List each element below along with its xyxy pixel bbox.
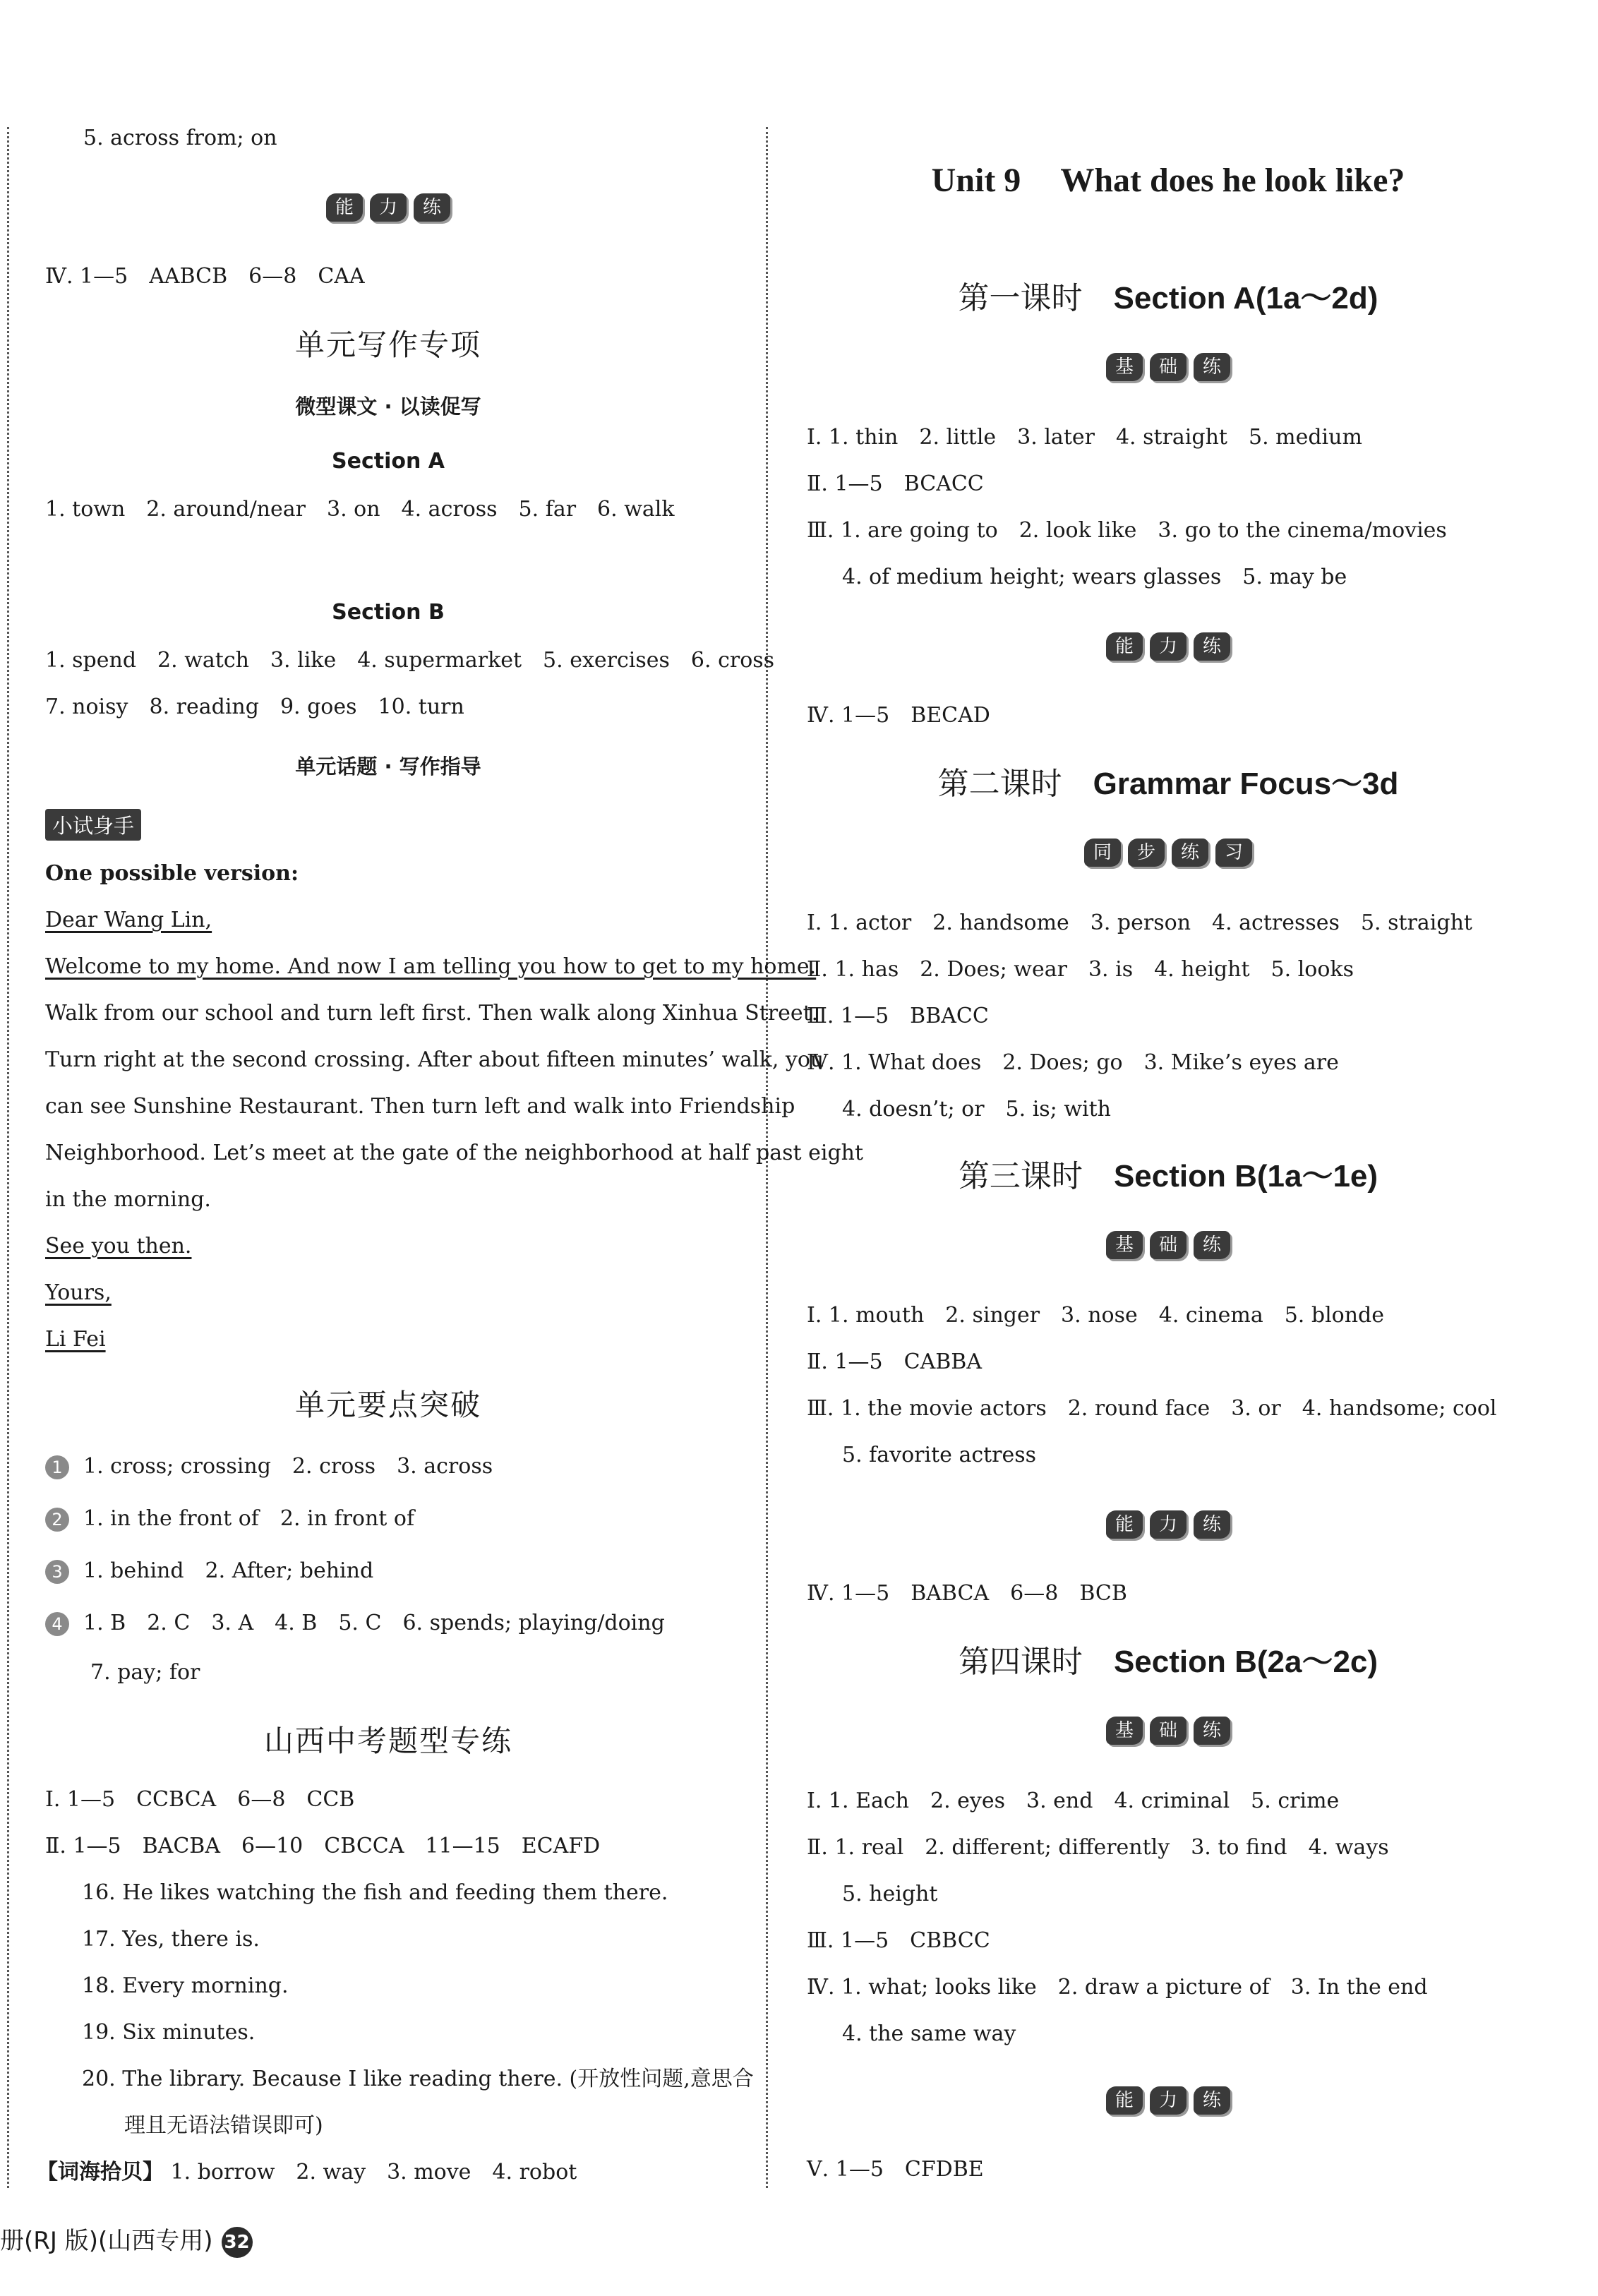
answer-line: 5. across from; on (83, 126, 277, 150)
answer-line: Ⅰ. 1. actor 2. handsome 3. person 4. actresses 5. straight (807, 910, 1472, 935)
essay-line: Walk from our school and turn left first. Then walk along Xinhua Street. (45, 1001, 819, 1026)
badge-char: 力 (1150, 632, 1187, 661)
badge-char: 础 (1150, 1231, 1187, 1259)
badge-char: 练 (1194, 1510, 1230, 1539)
badge-basic (794, 353, 1542, 381)
key-point-text: 1. in the front of 2. in front of (83, 1506, 415, 1531)
sub-heading: 单元话题 · 写作指导 (295, 755, 481, 779)
badge-ability (42, 193, 734, 222)
number-circle: 4 (45, 1612, 69, 1636)
lesson-en: Section B(2a～2c) (1113, 1645, 1378, 1679)
essay-line: Turn right at the second crossing. After about fifteen minutes’ walk, you (45, 1047, 824, 1072)
answer-line: 理且无语法错误即可) (124, 2113, 323, 2138)
answer-line: Ⅲ. 1. are going to 2. look like 3. go to the cinema/movies (807, 518, 1447, 543)
badge-char: 础 (1150, 1717, 1187, 1745)
page-number: 32 (222, 2227, 253, 2258)
lesson-heading (794, 758, 1542, 803)
number-circle: 2 (45, 1508, 69, 1532)
essay-line: Welcome to my home. And now I am telling you how to get to my home. (45, 954, 817, 979)
try-tag: 小试身手 (45, 809, 141, 841)
key-point-text: 1. cross; crossing 2. cross 3. across (83, 1454, 493, 1479)
answer-line: Ⅰ. 1. mouth 2. singer 3. nose 4. cinema 5. blonde (807, 1303, 1385, 1328)
badge-char: 能 (1106, 2086, 1143, 2115)
badge-char: 能 (1106, 1510, 1143, 1539)
badge-char: 练 (1194, 353, 1230, 381)
vocab-text: 1. borrow 2. way 3. move 4. robot (170, 2160, 577, 2184)
key-point-row (45, 1505, 414, 1533)
answer-line: 1. spend 2. watch 3. like 4. supermarket 5. exercises 6. cross (45, 648, 775, 673)
lesson-cn: 第四课时 (958, 1644, 1083, 1680)
answer-line: Ⅱ. 1—5 BACBA 6—10 CBCCA 11—15 ECAFD (45, 1834, 601, 1858)
answer-line: Ⅰ. 1—5 CCBCA 6—8 CCB (45, 1787, 355, 1812)
sub-heading: 微型课文 · 以读促写 (295, 395, 481, 419)
page-footer (0, 2221, 253, 2258)
answer-line: Ⅲ. 1. the movie actors 2. round face 3. or 4. handsome; cool (807, 1396, 1497, 1421)
answer-line: Ⅱ. 1. has 2. Does; wear 3. is 4. height 5. looks (807, 957, 1354, 982)
badge-char: 力 (1150, 1510, 1187, 1539)
lesson-en: Grammar Focus～3d (1093, 767, 1399, 801)
answer-line: 19. Six minutes. (82, 2020, 256, 2045)
answer-line: Ⅰ. 1. thin 2. little 3. later 4. straight 5. medium (807, 425, 1362, 450)
badge-ability (794, 632, 1542, 661)
badge-char: 基 (1106, 1231, 1143, 1259)
lesson-heading (794, 272, 1542, 318)
answer-line: Ⅳ. 1. What does 2. Does; go 3. Mike’s eyes are (807, 1050, 1339, 1075)
answer-line: 17. Yes, there is. (82, 1927, 260, 1952)
answer-line: Ⅳ. 1—5 BECAD (807, 703, 990, 728)
badge-char: 练 (1194, 2086, 1230, 2115)
badge-char: 基 (1106, 353, 1143, 381)
number-circle: 3 (45, 1560, 69, 1584)
essay-line: Neighborhood. Let’s meet at the gate of the neighborhood at half past eight (45, 1141, 864, 1165)
answer-line: 7. pay; for (90, 1660, 200, 1685)
badge-char: 能 (326, 193, 363, 222)
answer-line: 4. doesn’t; or 5. is; with (842, 1097, 1111, 1122)
badge-ability (794, 2086, 1542, 2115)
badge-ability (794, 1510, 1542, 1539)
unit-title (794, 161, 1542, 200)
badge-char: 练 (1194, 1231, 1230, 1259)
badge-char: 练 (414, 193, 450, 222)
badge-char: 步 (1128, 839, 1165, 867)
answer-line: 5. height (842, 1882, 938, 1906)
answer-line: Ⅲ. 1—5 CBBCC (807, 1928, 990, 1953)
badge-char: 础 (1150, 353, 1187, 381)
badge-char: 力 (1150, 2086, 1187, 2115)
section-heading: 山西中考题型专练 (263, 1724, 512, 1758)
section-heading: 单元要点突破 (294, 1388, 481, 1422)
answer-line: Ⅳ. 1. what; looks like 2. draw a picture of 3. In the end (807, 1975, 1428, 2000)
key-point-text: 1. B 2. C 3. A 4. B 5. C 6. spends; playing/doing (83, 1611, 665, 1635)
badge-basic (794, 1231, 1542, 1259)
answer-line: 4. the same way (842, 2021, 1016, 2046)
answer-line: 4. of medium height; wears glasses 5. may be (842, 565, 1347, 589)
answer-line: 5. favorite actress (842, 1443, 1037, 1467)
answer-line: 7. noisy 8. reading 9. goes 10. turn (45, 695, 464, 719)
badge-basic (794, 1717, 1542, 1745)
unit-name: What does he look like? (1060, 162, 1405, 199)
badge-char: 练 (1194, 632, 1230, 661)
essay-closing: See you then. (45, 1234, 192, 1258)
answer-line: Ⅳ. 1—5 AABCB 6—8 CAA (45, 264, 365, 289)
essay-greeting: Dear Wang Lin, (45, 908, 212, 932)
unit-number: Unit 9 (931, 162, 1021, 199)
essay-line: in the morning. (45, 1187, 211, 1212)
lesson-cn: 第三课时 (958, 1158, 1083, 1194)
section-b-heading: Section B (332, 600, 445, 625)
answer-line: 18. Every morning. (82, 1973, 289, 1998)
left-margin-divider (7, 127, 9, 2188)
version-label: One possible version: (45, 861, 299, 886)
answer-line: Ⅱ. 1. real 2. different; differently 3. to find 4. ways (807, 1835, 1389, 1860)
lesson-en: Section A(1a～2d) (1113, 281, 1378, 315)
answer-line: 1. town 2. around/near 3. on 4. across 5. far 6. walk (45, 497, 675, 522)
answer-line: Ⅳ. 1—5 BABCA 6—8 BCB (807, 1581, 1127, 1606)
number-circle: 1 (45, 1455, 69, 1479)
essay-closing: Yours, (45, 1280, 112, 1305)
lesson-heading (794, 1636, 1542, 1681)
badge-char: 习 (1215, 839, 1252, 867)
section-a-heading: Section A (332, 449, 445, 474)
answer-line: Ⅱ. 1—5 CABBA (807, 1350, 983, 1374)
answer-line: Ⅰ. 1. Each 2. eyes 3. end 4. criminal 5. crime (807, 1789, 1340, 1813)
essay-line: can see Sunshine Restaurant. Then turn left and walk into Friendship (45, 1094, 795, 1119)
badge-char: 能 (1106, 632, 1143, 661)
badge-char: 力 (370, 193, 407, 222)
lesson-heading (794, 1150, 1542, 1196)
answer-line: Ⅱ. 1—5 BCACC (807, 471, 984, 496)
lesson-en: Section B(1a～1e) (1113, 1159, 1378, 1194)
answer-line: Ⅴ. 1—5 CFDBE (807, 2157, 984, 2182)
footer-text: 册(RJ 版)(山西专用) (0, 2227, 213, 2255)
vocab-row (37, 2158, 577, 2187)
lesson-cn: 第一课时 (958, 280, 1083, 316)
badge-char: 基 (1106, 1717, 1143, 1745)
badge-char: 练 (1194, 1717, 1230, 1745)
lesson-cn: 第二课时 (937, 766, 1062, 802)
answer-line: 16. He likes watching the fish and feeding them there. (82, 1880, 668, 1905)
answer-line: 20. The library. Because I like reading there. (开放性问题,意思合 (82, 2067, 754, 2091)
essay-signature: Li Fei (45, 1327, 106, 1352)
key-point-text: 1. behind 2. After; behind (83, 1558, 374, 1583)
badge-sync (794, 839, 1542, 867)
section-heading: 单元写作专项 (294, 327, 481, 362)
key-point-row (45, 1453, 493, 1481)
key-point-row (45, 1609, 665, 1637)
answer-line: Ⅲ. 1—5 BBACC (807, 1004, 989, 1028)
badge-char: 练 (1172, 839, 1208, 867)
badge-char: 同 (1084, 839, 1121, 867)
key-point-row (45, 1557, 373, 1585)
vocab-label: 【词海拾贝】 (37, 2160, 164, 2184)
